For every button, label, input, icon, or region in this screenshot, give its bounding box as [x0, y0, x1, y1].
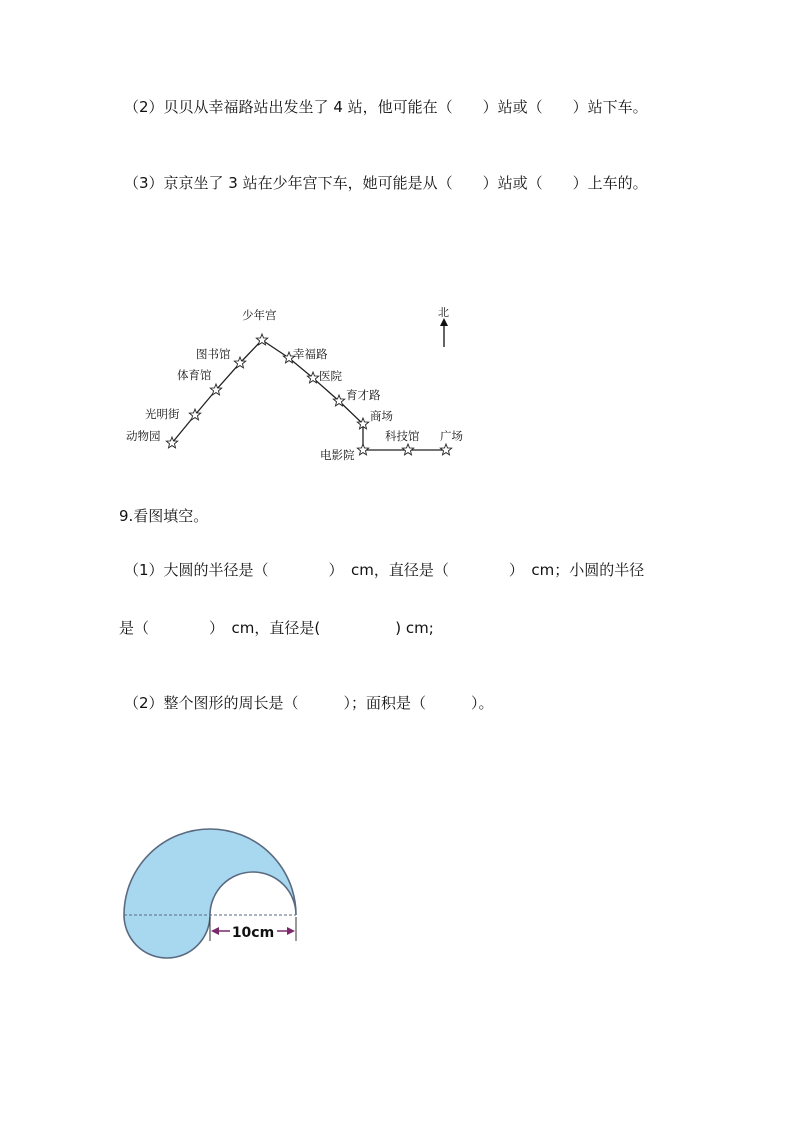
- station-star-kejiguan: [402, 444, 413, 455]
- station-label-shaoniangong: 少年宫: [242, 308, 277, 322]
- problem-9-line-1: （1）大圆的半径是（ ） cm，直径是（ ） cm；小圆的半径: [124, 561, 645, 579]
- station-label-yiyuan: 医院: [319, 369, 342, 383]
- station-star-guangchang: [440, 444, 451, 455]
- route-map: [0, 300, 794, 500]
- dimension-label: 10cm: [231, 925, 275, 941]
- station-star-dianyingyuan: [357, 444, 368, 455]
- station-label-tushuguan: 图书馆: [196, 347, 231, 361]
- station-label-dianyingyuan: 电影院: [320, 448, 355, 462]
- question-2: （2）贝贝从幸福路站出发坐了 4 站，他可能在（ ）站或（ ）站下车。: [124, 98, 648, 116]
- station-label-dongwuyuan: 动物园: [126, 429, 161, 443]
- station-label-guangmingjie: 光明街: [145, 407, 180, 421]
- question-3: （3）京京坐了 3 站在少年宫下车，她可能是从（ ）站或（ ）上车的。: [124, 174, 648, 192]
- station-label-guangchang: 广场: [440, 429, 463, 443]
- north-label: 北: [438, 306, 449, 319]
- problem-9-title: 9.看图填空。: [119, 507, 209, 525]
- station-label-xingfulu: 幸福路: [293, 347, 328, 361]
- problem-9-line-3: （2）整个图形的周长是（ ）；面积是（ ）。: [124, 694, 494, 712]
- station-label-yucailu: 育才路: [346, 388, 381, 402]
- north-arrow: [438, 306, 449, 347]
- station-label-shangchang: 商场: [370, 409, 393, 423]
- problem-9-line-2: 是（ ） cm，直径是( ) cm;: [119, 619, 434, 637]
- station-label-kejiguan: 科技馆: [385, 429, 420, 443]
- circle-figure: [0, 820, 794, 960]
- station-label-tiyuguan: 体育馆: [177, 368, 212, 382]
